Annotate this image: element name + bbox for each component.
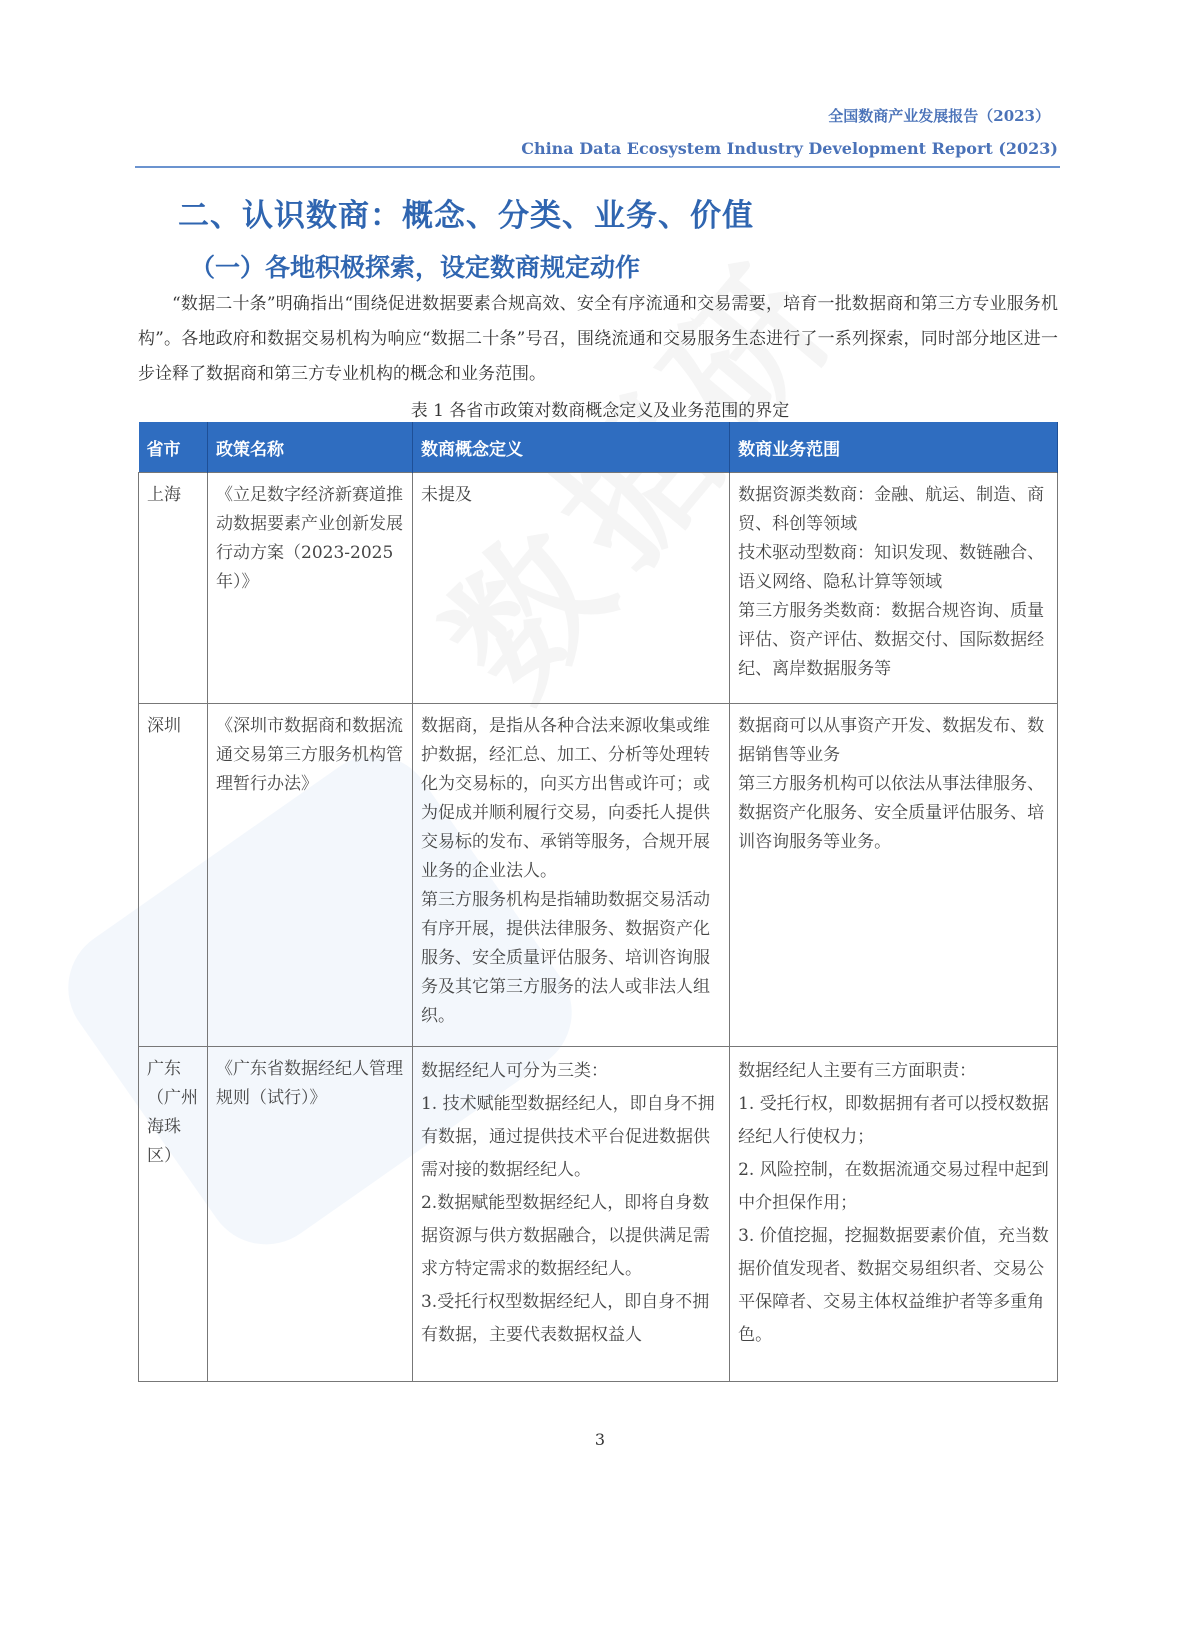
definition-line: 数据经纪人可分为三类：: [420, 1061, 608, 1081]
scope-line: 第三方服务类数商：数据合规咨询、质量评估、资产评估、数据交付、国际数据经纪、离岸数据服务等: [738, 601, 1045, 679]
section-subheading: （一）各地积极探索，设定数商规定动作: [190, 253, 641, 282]
table-row: [139, 704, 1058, 1047]
header-policy: 政策名称: [208, 422, 413, 473]
cell-definition: [412, 1047, 729, 1382]
definition-line: 3.受托行权型数据经纪人，即自身不拥有数据，主要代表数据权益人: [420, 1292, 710, 1345]
table-row: [139, 473, 1058, 704]
scope-line: 1. 受托行权，即数据拥有者可以授权数据经纪人行使权力；: [738, 1094, 1049, 1147]
section-heading: 二、认识数商：概念、分类、业务、价值: [178, 198, 754, 234]
cell-policy: 《广东省数据经纪人管理规则（试行）》: [208, 1047, 413, 1382]
definition-line: 2.数据赋能型数据经纪人，即将自身数据资源与供方数据融合，以提供满足需求方特定需求的数据经纪人。: [420, 1193, 710, 1279]
header-divider: [135, 166, 1060, 168]
header-definition: 数商概念定义: [412, 422, 729, 473]
running-header-cn: 全国数商产业发展报告（2023）: [828, 107, 1050, 125]
cell-region: 深圳: [139, 704, 208, 1047]
definition-line: 1. 技术赋能型数据经纪人，即自身不拥有数据，通过提供技术平台促进数据供需对接的数据经纪人。: [420, 1094, 715, 1180]
header-region: 省市: [139, 422, 208, 473]
cell-policy: 《立足数字经济新赛道推动数据要素产业创新发展行动方案（2023-2025 年）》: [208, 473, 413, 704]
definition-line: 未提及: [420, 485, 472, 505]
scope-line: 数据商可以从事资产开发、数据发布、数据销售等业务: [738, 716, 1045, 765]
scope-line: 3. 价值挖掘，挖掘数据要素价值，充当数据价值发现者、数据交易组织者、交易公平保障者、交易主体权益维护者等多重角色。: [738, 1226, 1049, 1345]
cell-scope: [730, 1047, 1058, 1382]
scope-line: 第三方服务机构可以依法从事法律服务、数据资产化服务、安全质量评估服务、培训咨询服务等业务。: [738, 774, 1045, 852]
cell-region: 上海: [139, 473, 208, 704]
policy-table: [138, 422, 1058, 1382]
page-number: 3: [594, 1430, 606, 1449]
definition-line: 第三方服务机构是指辅助数据交易活动有序开展，提供法律服务、数据资产化服务、安全质量评估服务、培训咨询服务及其它第三方服务的法人或非法人组织。: [420, 890, 710, 1026]
cell-scope: [730, 704, 1058, 1047]
scope-line: 数据经纪人主要有三方面职责：: [738, 1061, 977, 1081]
cell-region: 广东（广州海珠区）: [139, 1047, 208, 1382]
table-header-row: [139, 422, 1058, 473]
scope-line: 2. 风险控制，在数据流通交易过程中起到中介担保作用；: [738, 1160, 1049, 1213]
header-scope: 数商业务范围: [730, 422, 1058, 473]
intro-paragraph: “数据二十条”明确指出“围绕促进数据要素合规高效、安全有序流通和交易需要，培育一批数据商和第三方专业服务机构”。各地政府和数据交易机构为响应“数据二十条”号召，围绕流通和交易服务生态进行了一系列探索，同时部分地区进一步诠释了数据商和第三方专业机构的概念和业务范围。: [138, 294, 1058, 384]
running-header-en: China Data Ecosystem Industry Development Report (2023): [521, 139, 1058, 158]
cell-definition: [412, 704, 729, 1047]
cell-scope: [730, 473, 1058, 704]
table-caption: 表 1 各省市政策对数商概念定义及业务范围的界定: [410, 401, 790, 421]
scope-line: 技术驱动型数商：知识发现、数链融合、语义网络、隐私计算等领域: [738, 543, 1045, 592]
definition-line: 数据商，是指从各种合法来源收集或维护数据，经汇总、加工、分析等处理转化为交易标的，向买方出售或许可；或为促成并顺利履行交易，向委托人提供交易标的发布、承销等服务，合规开展业务的企业法人。: [420, 716, 710, 881]
cell-policy: 《深圳市数据商和数据流通交易第三方服务机构管理暂行办法》: [208, 704, 413, 1047]
cell-definition: [412, 473, 729, 704]
scope-line: 数据资源类数商：金融、航运、制造、商贸、科创等领域: [738, 485, 1045, 534]
table-row: [139, 1047, 1058, 1382]
